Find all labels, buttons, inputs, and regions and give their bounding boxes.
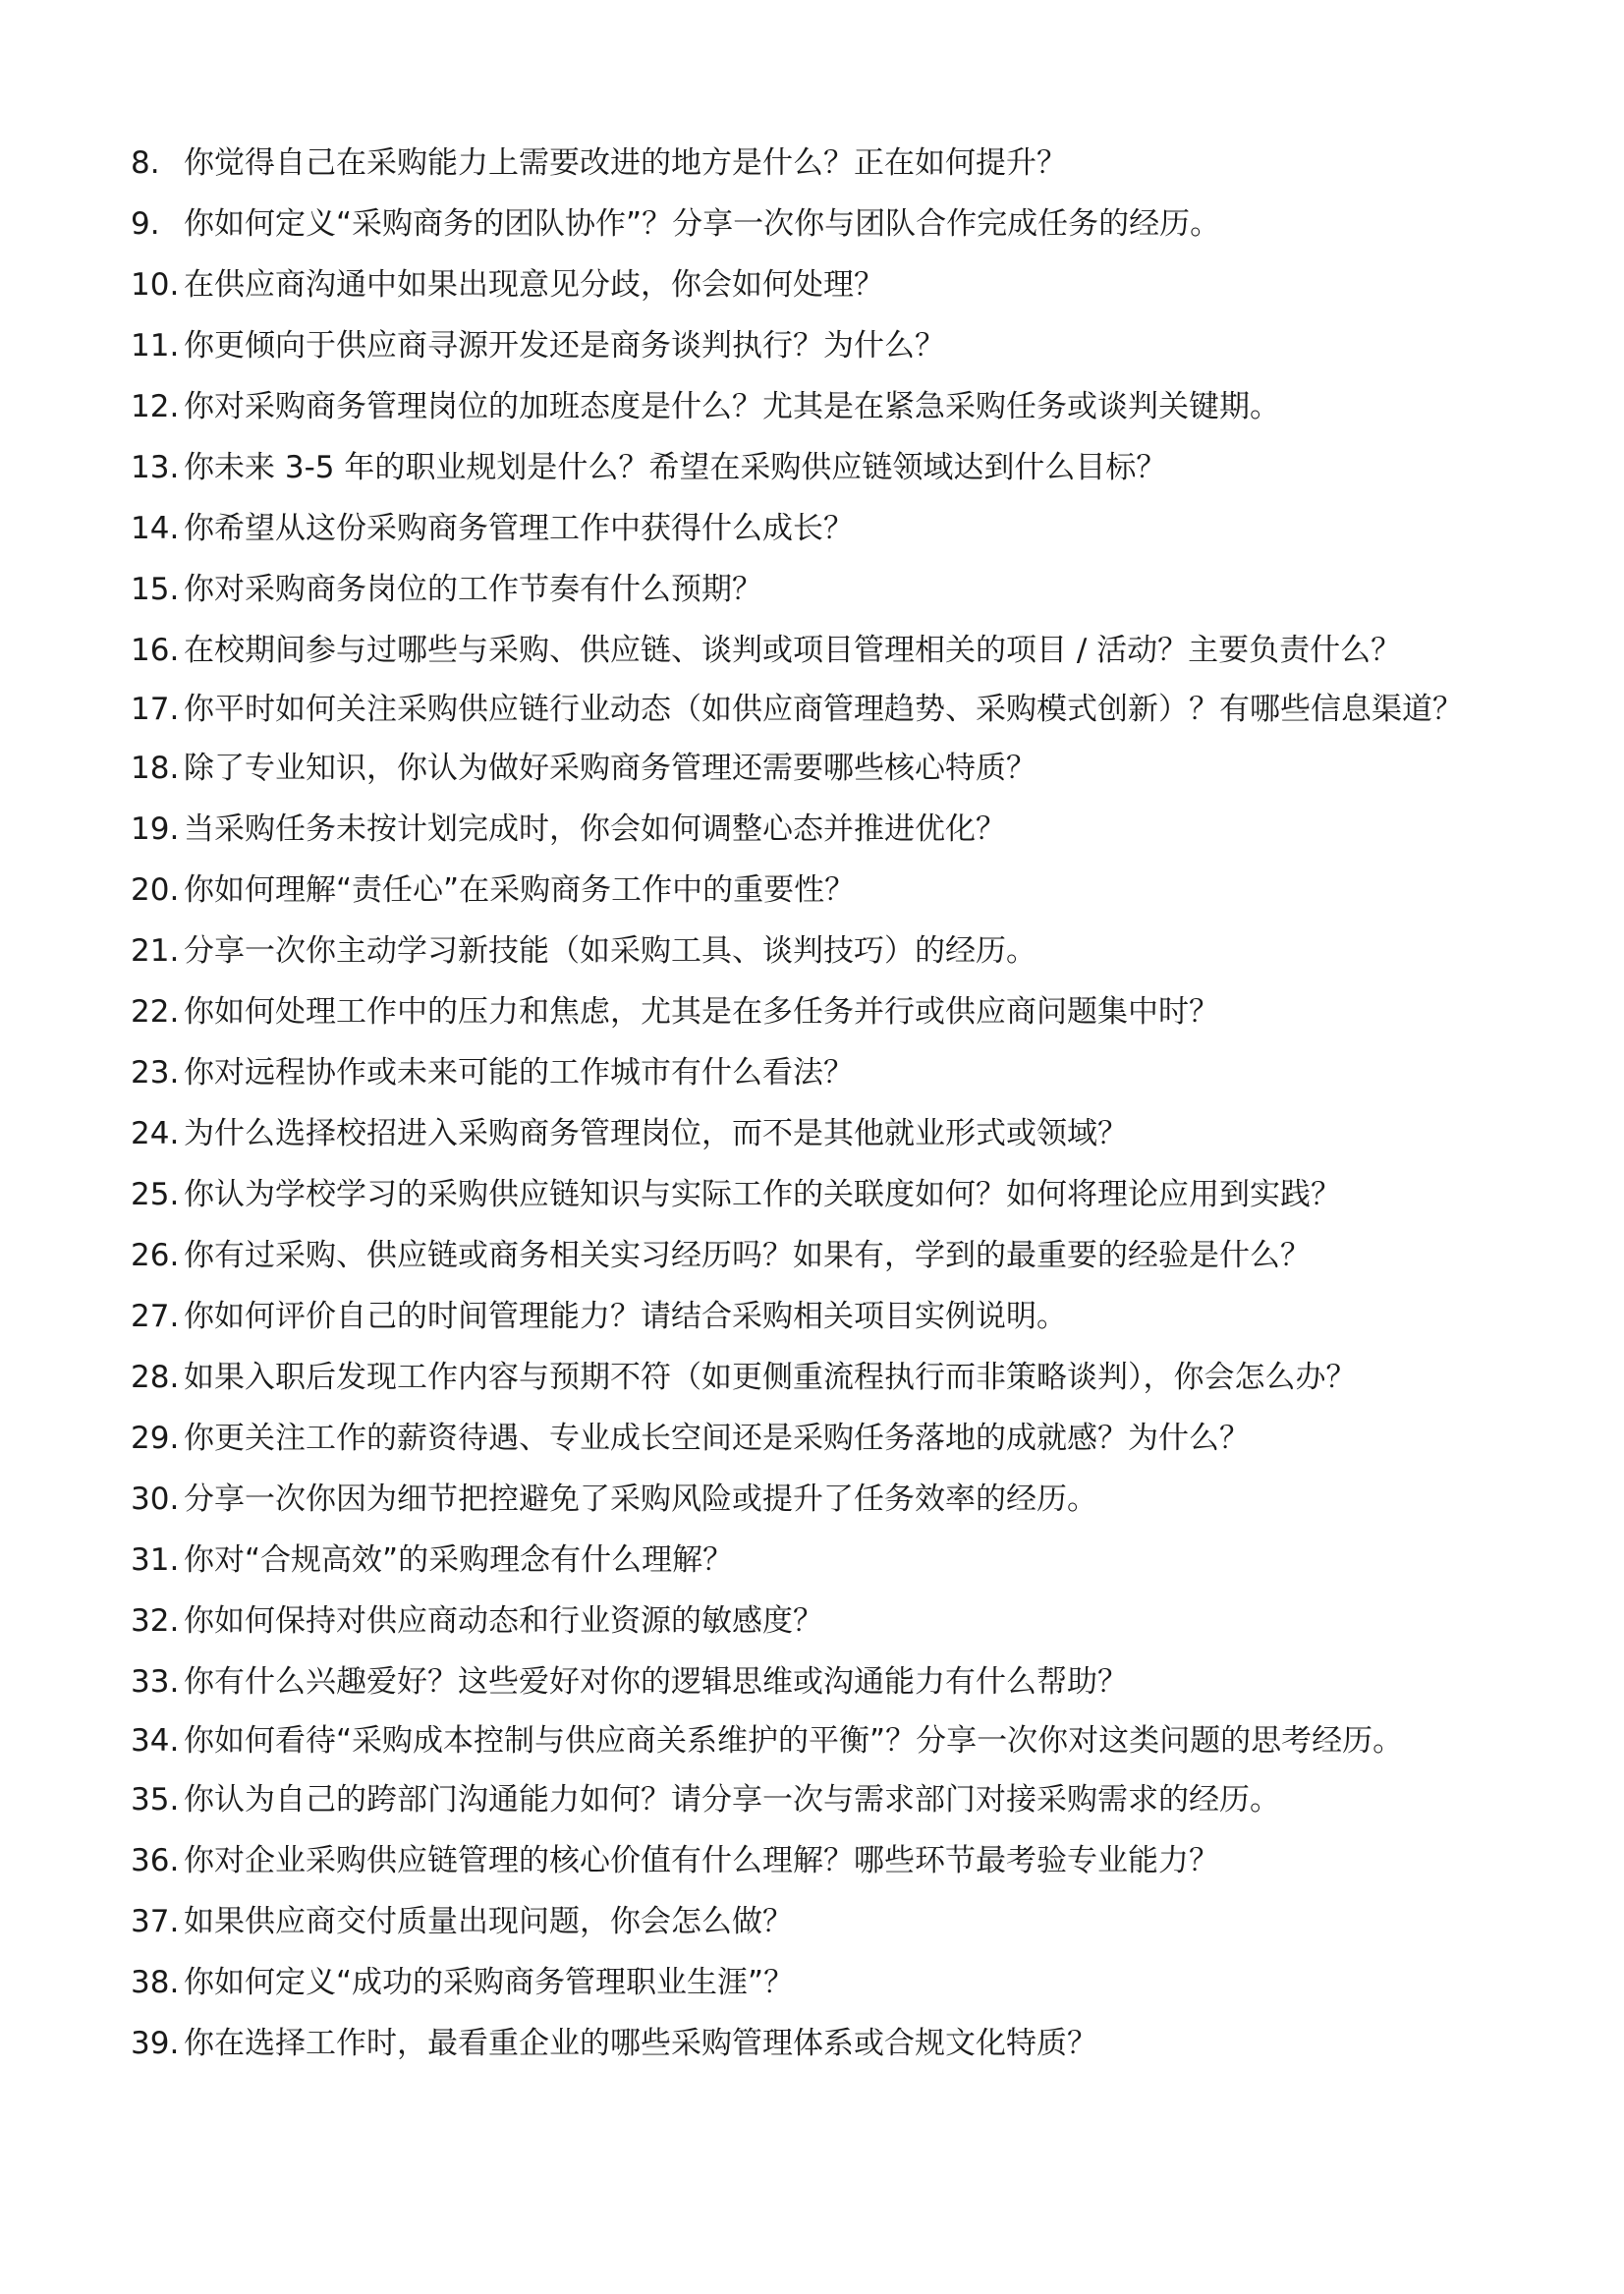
question-text: 你更倾向于供应商寻源开发还是商务谈判执行？为什么？ xyxy=(184,328,945,364)
list-item xyxy=(131,1952,1506,2013)
list-item xyxy=(131,681,1506,738)
question-number: 31. xyxy=(131,1542,180,1578)
question-text: 如果入职后发现工作内容与预期不符（如更侧重流程执行而非策略谈判），你会怎么办？ xyxy=(184,1360,1357,1395)
question-text: 你如何评价自己的时间管理能力？请结合采购相关项目实例说明。 xyxy=(184,1299,1067,1334)
question-number: 33. xyxy=(131,1664,180,1700)
question-number: 35. xyxy=(131,1782,180,1818)
question-number: 32. xyxy=(131,1603,180,1639)
question-text: 你平时如何关注采购供应链行业动态（如供应商管理趋势、采购模式创新）？有哪些信息渠道？ xyxy=(184,692,1463,727)
question-text: 你在选择工作时，最看重企业的哪些采购管理体系或合规文化特质？ xyxy=(184,2026,1097,2061)
question-number: 30. xyxy=(131,1482,180,1517)
question-text: 你希望从这份采购商务管理工作中获得什么成长？ xyxy=(184,511,854,546)
question-text: 你如何看待“采购成本控制与供应商关系维护的平衡”？分享一次你对这类问题的思考经历。 xyxy=(184,1723,1404,1759)
question-text: 你认为自己的跨部门沟通能力如何？请分享一次与需求部门对接采购需求的经历。 xyxy=(184,1782,1280,1818)
list-item xyxy=(131,921,1506,981)
question-number: 34. xyxy=(131,1723,180,1759)
list-item xyxy=(131,1286,1506,1347)
question-number: 11. xyxy=(131,328,180,364)
question-text: 分享一次你因为细节把控避免了采购风险或提升了任务效率的经历。 xyxy=(184,1482,1097,1517)
list-item xyxy=(131,2013,1506,2074)
question-number: 13. xyxy=(131,450,180,485)
question-text: 为什么选择校招进入采购商务管理岗位，而不是其他就业形式或领域？ xyxy=(184,1116,1128,1151)
list-item xyxy=(131,1712,1506,1769)
question-text: 在校期间参与过哪些与采购、供应链、谈判或项目管理相关的项目 / 活动？主要负责什么？ xyxy=(184,633,1402,668)
question-number: 29. xyxy=(131,1421,180,1456)
question-text: 你有什么兴趣爱好？这些爱好对你的逻辑思维或沟通能力有什么帮助？ xyxy=(184,1664,1128,1700)
question-number: 21. xyxy=(131,933,180,969)
list-item xyxy=(131,1651,1506,1712)
list-item xyxy=(131,1347,1506,1408)
list-item xyxy=(131,133,1506,194)
question-text: 你如何保持对供应商动态和行业资源的敏感度？ xyxy=(184,1603,823,1639)
list-item xyxy=(131,1891,1506,1952)
question-number: 37. xyxy=(131,1904,180,1939)
question-number: 28. xyxy=(131,1360,180,1395)
list-item xyxy=(131,498,1506,559)
list-item xyxy=(131,1042,1506,1103)
question-text: 你如何理解“责任心”在采购商务工作中的重要性？ xyxy=(184,872,856,908)
list-item xyxy=(131,981,1506,1042)
question-number: 19. xyxy=(131,811,180,847)
question-number: 27. xyxy=(131,1299,180,1334)
list-item xyxy=(131,1103,1506,1164)
list-item xyxy=(131,1164,1506,1225)
question-text: 你如何定义“采购商务的团队协作”？分享一次你与团队合作完成任务的经历。 xyxy=(184,206,1221,242)
question-text: 你对远程协作或未来可能的工作城市有什么看法？ xyxy=(184,1055,854,1091)
list-item xyxy=(131,376,1506,437)
question-number: 20. xyxy=(131,872,180,908)
question-number: 15. xyxy=(131,572,180,607)
question-number: 25. xyxy=(131,1177,180,1212)
list-item xyxy=(131,1830,1506,1891)
question-number: 22. xyxy=(131,994,180,1030)
list-item xyxy=(131,1469,1506,1530)
question-number: 9. xyxy=(131,206,160,242)
question-text: 你对采购商务岗位的工作节奏有什么预期？ xyxy=(184,572,762,607)
list-item xyxy=(131,559,1506,620)
list-item xyxy=(131,315,1506,376)
list-item xyxy=(131,254,1506,315)
list-item xyxy=(131,1530,1506,1591)
question-text: 你有过采购、供应链或商务相关实习经历吗？如果有，学到的最重要的经验是什么？ xyxy=(184,1238,1311,1273)
question-text: 你认为学校学习的采购供应链知识与实际工作的关联度如何？如何将理论应用到实践？ xyxy=(184,1177,1341,1212)
question-number: 14. xyxy=(131,511,180,546)
question-text: 你如何定义“成功的采购商务管理职业生涯”？ xyxy=(184,1965,795,2000)
question-number: 16. xyxy=(131,633,180,668)
question-number: 18. xyxy=(131,751,180,786)
question-list xyxy=(131,133,1506,2074)
question-number: 10. xyxy=(131,267,180,303)
question-text: 你对采购商务管理岗位的加班态度是什么？尤其是在紧急采购任务或谈判关键期。 xyxy=(184,389,1280,424)
list-item xyxy=(131,738,1506,799)
question-number: 38. xyxy=(131,1965,180,2000)
list-item xyxy=(131,1591,1506,1651)
list-item xyxy=(131,860,1506,921)
question-text: 除了专业知识，你认为做好采购商务管理还需要哪些核心特质？ xyxy=(184,751,1036,786)
question-text: 当采购任务未按计划完成时，你会如何调整心态并推进优化？ xyxy=(184,811,1006,847)
question-text: 如果供应商交付质量出现问题，你会怎么做？ xyxy=(184,1904,793,1939)
question-number: 8. xyxy=(131,145,160,181)
question-number: 17. xyxy=(131,692,180,727)
question-number: 23. xyxy=(131,1055,180,1091)
question-text: 你觉得自己在采购能力上需要改进的地方是什么？正在如何提升？ xyxy=(184,145,1067,181)
list-item xyxy=(131,1225,1506,1286)
question-text: 你对企业采购供应链管理的核心价值有什么理解？哪些环节最考验专业能力？ xyxy=(184,1843,1219,1878)
list-item xyxy=(131,194,1506,254)
question-text: 在供应商沟通中如果出现意见分歧，你会如何处理？ xyxy=(184,267,884,303)
list-item xyxy=(131,437,1506,498)
question-number: 26. xyxy=(131,1238,180,1273)
question-text: 你对“合规高效”的采购理念有什么理解？ xyxy=(184,1542,734,1578)
question-text: 你更关注工作的薪资待遇、专业成长空间还是采购任务落地的成就感？为什么？ xyxy=(184,1421,1250,1456)
list-item xyxy=(131,1408,1506,1469)
question-number: 39. xyxy=(131,2026,180,2061)
list-item xyxy=(131,1769,1506,1830)
list-item xyxy=(131,620,1506,681)
question-text: 你如何处理工作中的压力和焦虑，尤其是在多任务并行或供应商问题集中时？ xyxy=(184,994,1219,1030)
question-text: 分享一次你主动学习新技能（如采购工具、谈判技巧）的经历。 xyxy=(184,933,1036,969)
question-text: 你未来 3-5 年的职业规划是什么？希望在采购供应链领域达到什么目标？ xyxy=(184,450,1167,485)
list-item xyxy=(131,799,1506,860)
question-number: 24. xyxy=(131,1116,180,1151)
question-number: 12. xyxy=(131,389,180,424)
question-number: 36. xyxy=(131,1843,180,1878)
